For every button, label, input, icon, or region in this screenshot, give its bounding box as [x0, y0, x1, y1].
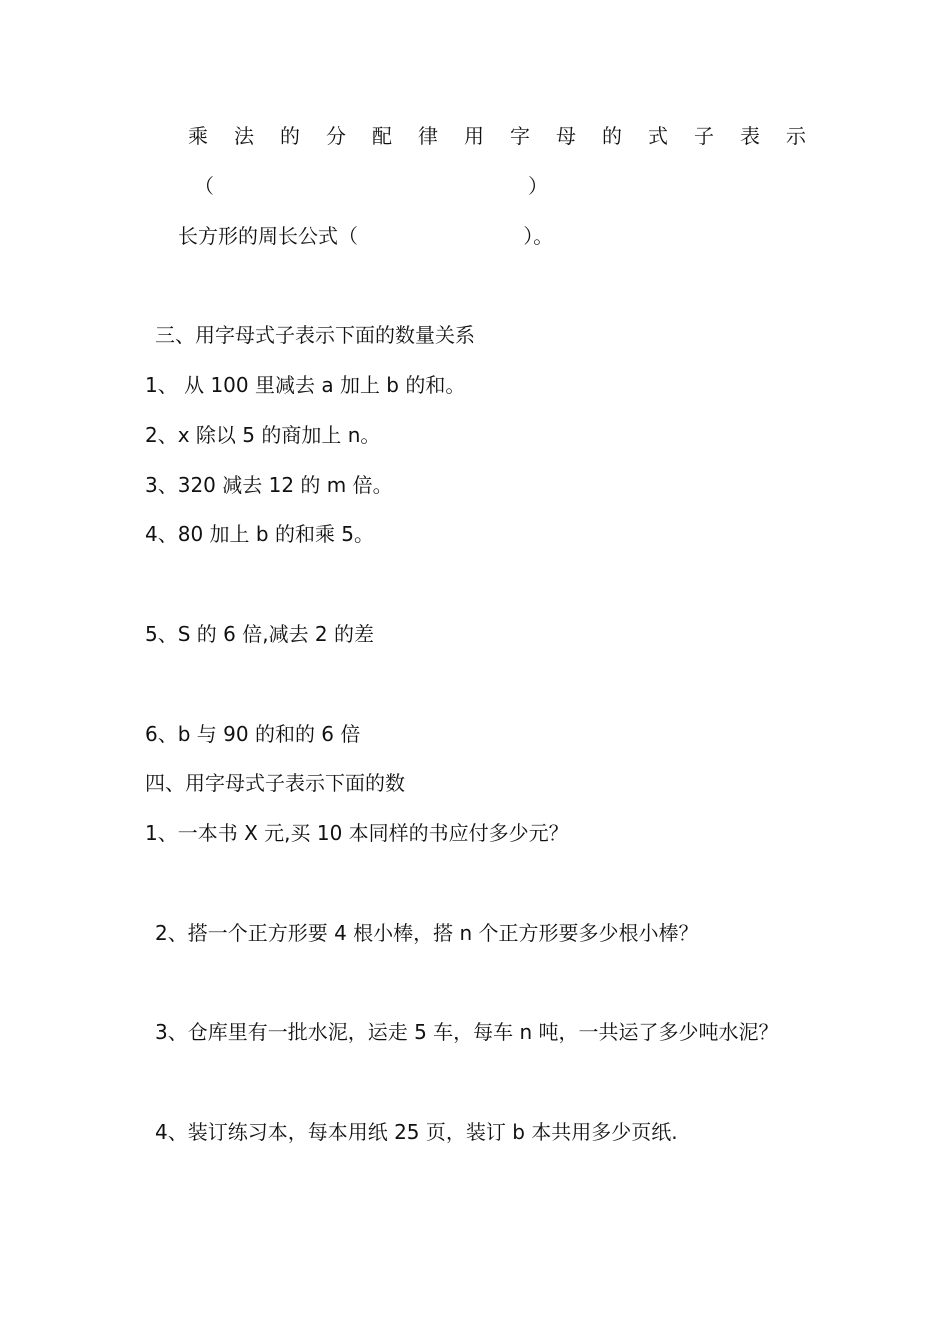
section-4-heading: 四、用字母式子表示下面的数: [145, 771, 405, 795]
char: 法: [234, 124, 254, 148]
char: 的: [280, 124, 300, 148]
distributive-law-line: [188, 122, 806, 150]
s4-item-1: 1、一本书 X 元,买 10 本同样的书应付多少元？: [145, 821, 569, 845]
s3-item-5: 5、S 的 6 倍,减去 2 的差: [145, 622, 375, 646]
distributive-close-paren: ）: [528, 174, 548, 198]
char: 母: [556, 124, 576, 148]
char: 分: [326, 124, 346, 148]
char: 律: [418, 124, 438, 148]
char: 乘: [188, 124, 208, 148]
s3-item-3: 3、320 减去 12 的 m 倍。: [145, 473, 393, 497]
char: 子: [694, 124, 714, 148]
s3-item-2: 2、x 除以 5 的商加上 n。: [145, 423, 381, 447]
section-3-heading: 三、用字母式子表示下面的数量关系: [155, 323, 475, 347]
s4-item-3: 3、仓库里有一批水泥，运走 5 车，每车 n 吨，一共运了多少吨水泥？: [155, 1020, 779, 1044]
s3-item-6: 6、b 与 90 的和的 6 倍: [145, 722, 361, 746]
char: 的: [602, 124, 622, 148]
s3-item-4: 4、80 加上 b 的和乘 5。: [145, 522, 375, 546]
distributive-open-paren: （: [194, 174, 214, 198]
char: 配: [372, 124, 392, 148]
s3-item-1: 1、 从 100 里减去 a 加上 b 的和。: [145, 373, 466, 397]
char: 用: [464, 124, 484, 148]
char: 示: [786, 124, 806, 148]
char: 表: [740, 124, 760, 148]
rectangle-perimeter-line: 长方形的周长公式（ ）。: [178, 224, 554, 248]
s4-item-4: 4、装订练习本，每本用纸 25 页，装订 b 本共用多少页纸.: [155, 1120, 678, 1144]
char: 字: [510, 124, 530, 148]
char: 式: [648, 124, 668, 148]
s4-item-2: 2、搭一个正方形要 4 根小棒，搭 n 个正方形要多少根小棒？: [155, 921, 699, 945]
